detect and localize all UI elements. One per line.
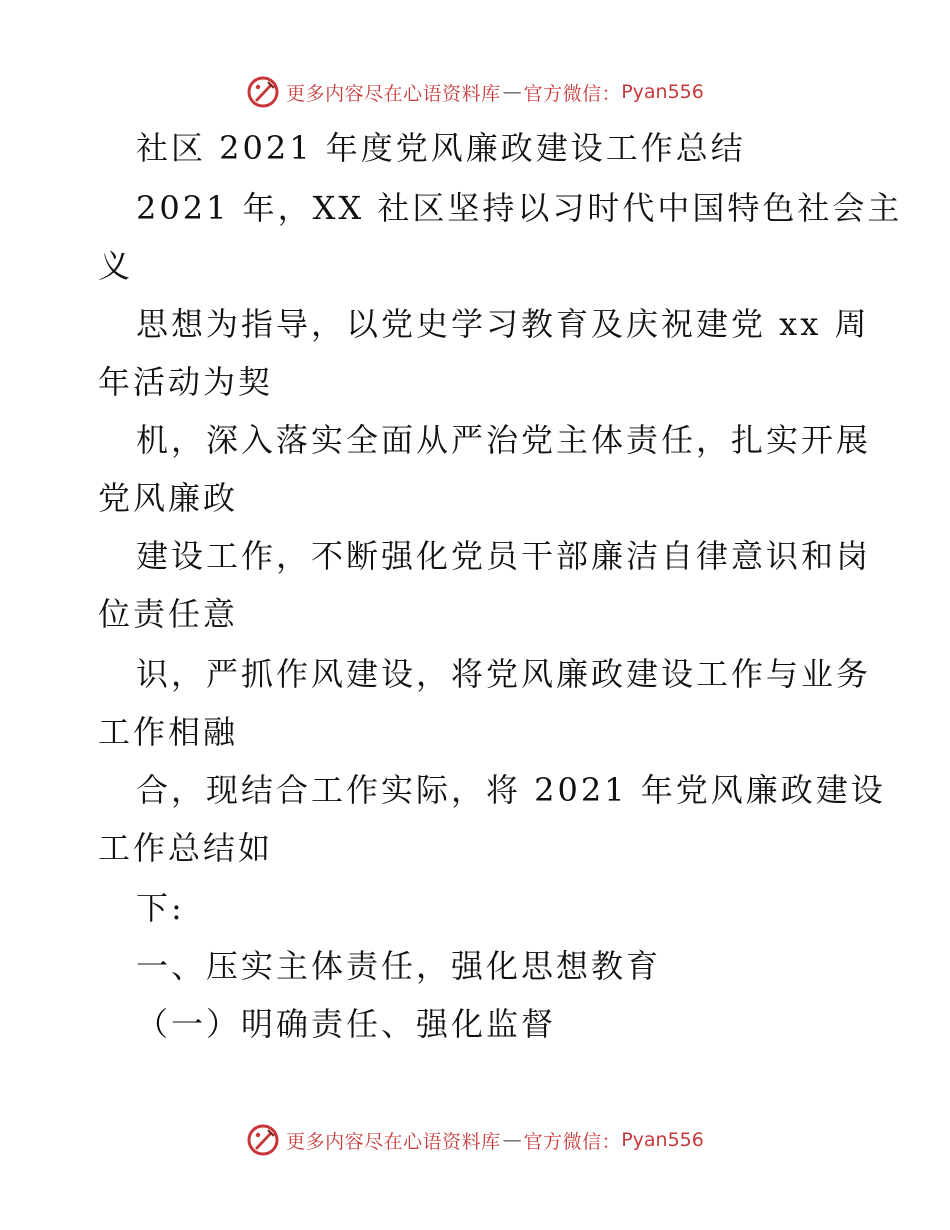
watermark-text: 更多内容尽在心语资料库	[286, 1130, 501, 1153]
paragraph-line: 年活动为契	[98, 363, 274, 401]
paragraph-line: 识，严抓作风建设，将党风廉政建设工作与业务	[136, 655, 872, 693]
paragraph-line: 合，现结合工作实际，将 2021 年党风廉政建设	[136, 771, 886, 809]
watermark-account: Pyan556	[621, 1129, 704, 1151]
paragraph-line: 思想为指导，以党史学习教育及庆祝建党 xx 周	[136, 305, 870, 343]
watermark-separator: —	[502, 1129, 522, 1151]
header-watermark	[0, 72, 950, 112]
paragraph-line: 位责任意	[98, 595, 239, 633]
watermark-account-label: 官方微信：	[523, 82, 622, 105]
section-heading: 一、压实主体责任，强化思想教育	[136, 947, 662, 985]
paragraph-line: 下:	[136, 889, 185, 927]
paragraph-line: 建设工作，不断强化党员干部廉洁自律意识和岗	[136, 537, 872, 575]
paragraph-line: 党风廉政	[98, 479, 239, 517]
paragraph-line: 2021 年，XX 社区坚持以习时代中国特色社会主	[136, 189, 903, 227]
document-title: 社区 2021 年度党风廉政建设工作总结	[136, 129, 746, 167]
footer-watermark	[0, 1120, 950, 1160]
quill-pen-icon	[246, 1123, 280, 1157]
subsection-heading: （一）明确责任、强化监督	[136, 1005, 557, 1043]
watermark-account-label: 官方微信：	[523, 1130, 622, 1153]
watermark-separator: —	[502, 81, 522, 103]
paragraph-line: 工作相融	[98, 713, 239, 751]
watermark-text: 更多内容尽在心语资料库	[286, 82, 501, 105]
watermark-account: Pyan556	[621, 81, 704, 103]
quill-pen-icon	[246, 75, 280, 109]
paragraph-line: 义	[98, 247, 134, 285]
paragraph-line: 工作总结如	[98, 829, 274, 867]
paragraph-line: 机，深入落实全面从严治党主体责任，扎实开展	[136, 421, 872, 459]
